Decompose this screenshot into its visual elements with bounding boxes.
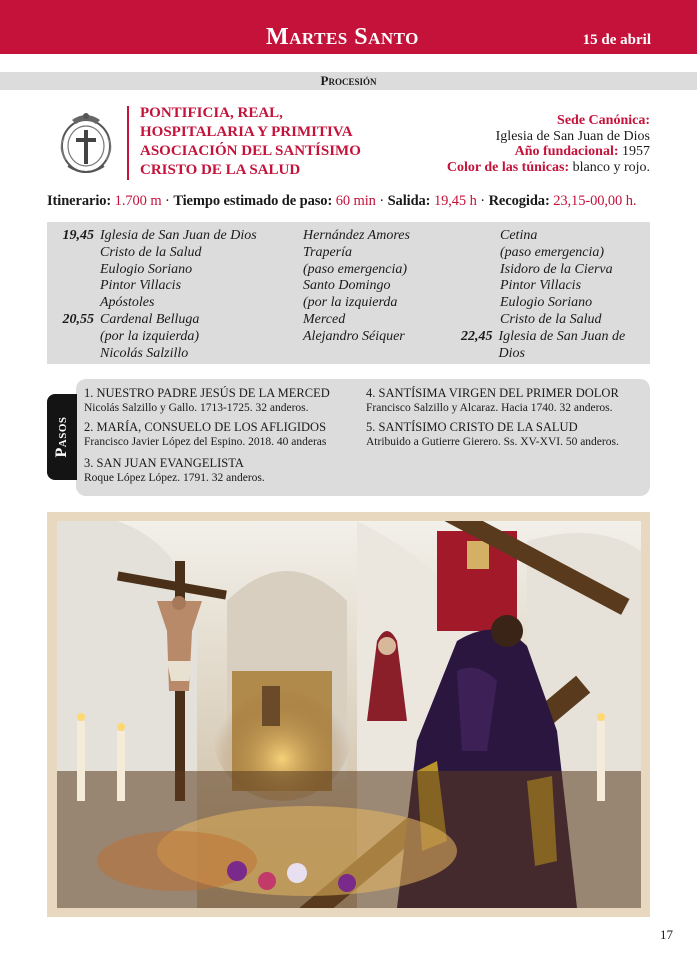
brotherhood-info: [447, 113, 650, 175]
route-time: [47, 262, 100, 279]
paso-detail: Francisco Salzillo y Alcaraz. Hacia 1740. 32 anderos.: [366, 401, 613, 414]
brotherhood-name-line: PONTIFICIA, REAL,: [140, 105, 283, 121]
route-place: Iglesia de San Juan de Dios: [100, 228, 257, 243]
paso-title: 2. MARÍA, CONSUELO DE LOS AFLIGIDOS: [84, 420, 327, 434]
route-stop: [250, 228, 410, 245]
route-time: [250, 278, 303, 295]
paso-detail: Roque López López. 1791. 32 anderos.: [84, 471, 265, 484]
route-place: (por la izquierda): [100, 328, 200, 344]
divider-line: [127, 106, 129, 180]
year-value: 1957: [622, 144, 650, 159]
route-time: [47, 278, 100, 295]
section-title: Procesión: [320, 73, 377, 88]
route-stop: [47, 228, 257, 245]
route-place: Cetina: [500, 228, 538, 243]
route-place: Isidoro de la Cierva: [500, 261, 613, 277]
route-time: 22,45: [460, 328, 493, 344]
exit-value: 19,45 h: [433, 193, 477, 209]
sede-value: Iglesia de San Juan de Dios: [495, 128, 650, 144]
route-time: [250, 295, 303, 312]
page-header: [0, 0, 697, 54]
page-number: 17: [660, 927, 673, 942]
route-column: [47, 228, 257, 362]
route-stop: [47, 329, 257, 346]
paso-detail: Atribuido a Gutierre Gierero. Ss. XV-XVI. 50 anderos.: [366, 435, 619, 448]
route-stop: [47, 312, 257, 329]
route-place: (paso emergencia): [303, 261, 408, 277]
itinerary-value: 1.700 m: [114, 193, 162, 209]
brotherhood-name-line: HOSPITALARIA Y PRIMITIVA: [140, 124, 353, 140]
route-column: [250, 228, 410, 346]
color-value: blanco y rojo.: [572, 159, 650, 175]
route-time: [447, 278, 500, 295]
route-time: [447, 262, 500, 279]
route-stop: [47, 278, 257, 295]
route-place: Trapería: [303, 244, 353, 260]
route-time: [250, 245, 303, 262]
route-place: Nicolás Salzillo: [100, 345, 189, 361]
route-stop: [447, 228, 650, 245]
route-time: [250, 228, 303, 245]
route-stop: [250, 295, 410, 312]
paso-detail: Nicolás Salzillo y Gallo. 1713-1725. 32 anderos.: [84, 401, 309, 414]
route-stop: [447, 312, 650, 329]
route-place: Pintor Villacis: [500, 278, 582, 294]
route-place: Cristo de la Salud: [100, 244, 202, 260]
route-time: 19,45: [62, 228, 94, 243]
route-time: [447, 228, 500, 245]
route-stop: [447, 262, 650, 279]
pasos-label: Pasos: [53, 416, 70, 458]
paso-title: 5. SANTÍSIMO CRISTO DE LA SALUD: [366, 420, 578, 434]
exit-label: Salida:: [387, 193, 431, 209]
page-date: 15 de abril: [582, 32, 651, 48]
color-label: Color de las túnicas:: [446, 159, 570, 175]
route-stop: [47, 245, 257, 262]
route-time: [447, 312, 500, 329]
route-time: [250, 262, 303, 279]
route-stop: [250, 312, 410, 329]
route-stop: [250, 245, 410, 262]
time-value: 60 min: [335, 193, 376, 209]
route-place: (paso emergencia): [500, 244, 605, 260]
route-time: [250, 329, 303, 346]
brotherhood-name-line: CRISTO DE LA SALUD: [140, 162, 301, 178]
return-label: Recogida:: [488, 193, 550, 209]
route-stop: [447, 245, 650, 262]
route-stop: [47, 262, 257, 279]
route-time: [47, 346, 100, 363]
route-stop: [47, 346, 257, 363]
pasos-tab: [47, 394, 77, 480]
route-stop: [447, 295, 650, 312]
paso-title: 1. NUESTRO PADRE JESÚS DE LA MERCED: [84, 386, 330, 400]
brotherhood-name: [140, 104, 380, 180]
route-column: [447, 228, 650, 362]
time-label: Tiempo estimado de paso:: [173, 193, 333, 209]
paso-detail: Francisco Javier López del Espino. 2018. 40 anderas: [84, 435, 327, 448]
paso-title: 3. SAN JUAN EVANGELISTA: [84, 456, 244, 470]
brotherhood-emblem-icon: [54, 108, 118, 178]
section-bar: [0, 72, 697, 90]
paso-item: [366, 420, 619, 449]
route-stop: [250, 262, 410, 279]
paso-item: [366, 386, 619, 415]
route-time: [447, 295, 500, 312]
itinerary-line: Itinerario: 1.700 m · Tiempo estimado de paso: 60 min · Salida: 19,45 h · Recogida: 23,15-00,00 h.: [47, 193, 637, 209]
route-place: Merced: [303, 311, 346, 327]
route-time: [47, 295, 100, 312]
route-place: Eulogio Soriano: [100, 261, 193, 277]
return-value: 23,15-00,00 h.: [553, 193, 637, 209]
route-place: Alejandro Séiquer: [303, 328, 405, 344]
route-place: Iglesia de San Juan de Dios: [498, 328, 626, 361]
route-place: Apóstoles: [100, 295, 155, 311]
route-time: [47, 245, 100, 262]
page-title: Martes Santo: [266, 24, 419, 50]
year-label: Año fundacional:: [514, 144, 619, 159]
route-place: Pintor Villacis: [100, 278, 182, 294]
procession-photo: [57, 521, 641, 908]
route-place: Eulogio Soriano: [500, 295, 593, 311]
paso-item: [84, 386, 330, 415]
route-place: Santo Domingo: [303, 278, 391, 294]
pasos-panel: [76, 379, 650, 496]
paso-item: [84, 456, 265, 485]
brotherhood-name-line: ASOCIACIÓN DEL SANTÍSIMO: [140, 143, 361, 159]
route-time: [47, 329, 100, 346]
route-stop: [250, 278, 410, 295]
route-stop: [447, 278, 650, 295]
route-stop: [250, 329, 410, 346]
itinerary-label: Itinerario:: [47, 193, 112, 209]
paso-title: 4. SANTÍSIMA VIRGEN DEL PRIMER DOLOR: [366, 386, 619, 400]
route-time: 20,55: [62, 311, 94, 327]
route-stop: [47, 295, 257, 312]
route-place: Cardenal Belluga: [100, 311, 200, 327]
route-time: [447, 245, 500, 262]
route-box: [47, 222, 650, 364]
route-place: Hernández Amores: [303, 228, 410, 243]
sede-label: Sede Canónica:: [557, 113, 650, 128]
paso-item: [84, 420, 326, 449]
route-stop: [447, 329, 650, 363]
route-place: (por la izquierda: [303, 295, 398, 311]
route-time: [250, 312, 303, 329]
route-place: Cristo de la Salud: [500, 311, 602, 327]
